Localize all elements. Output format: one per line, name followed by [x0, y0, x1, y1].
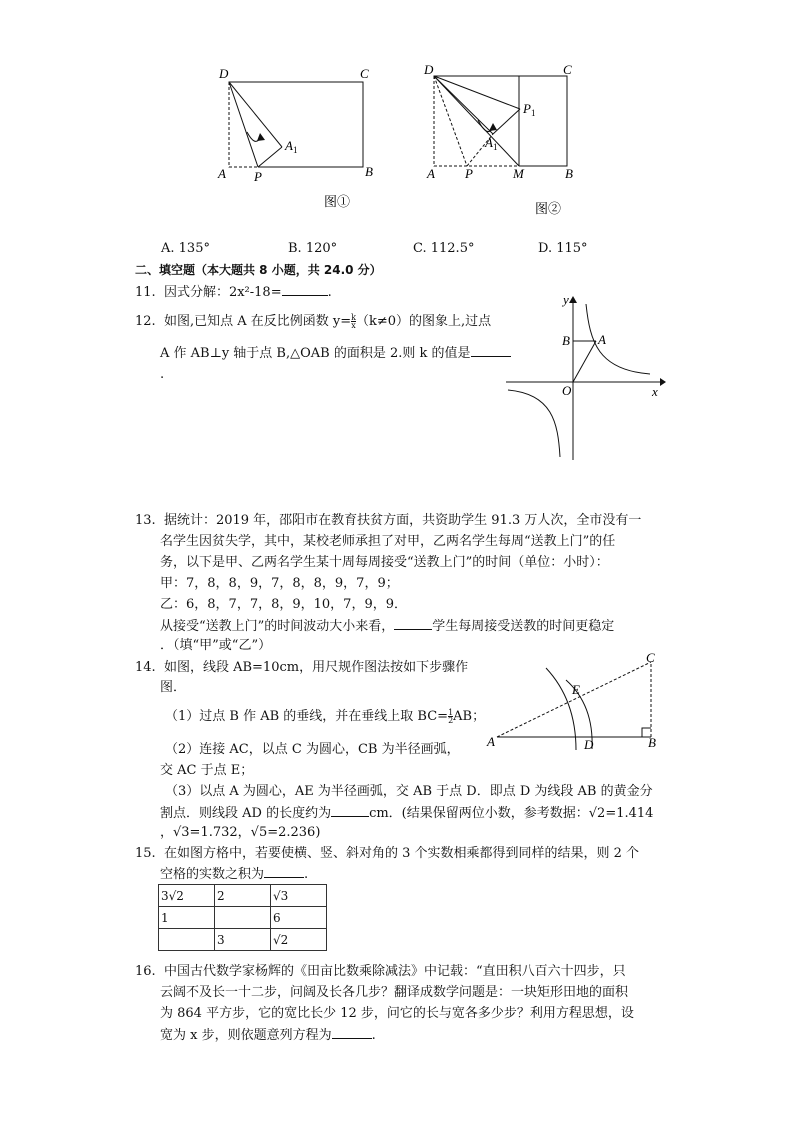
label-a1: $A_1$	[285, 138, 298, 155]
q15-grid: 3√2 2 √3 1 6 3 √2	[158, 884, 327, 951]
figure-2-caption: 图②	[535, 201, 562, 216]
svg-text:A: A	[598, 332, 606, 347]
q14-figure	[484, 650, 664, 754]
figure-1	[210, 62, 385, 222]
svg-text:C: C	[646, 650, 655, 665]
label-d: D	[219, 66, 229, 81]
label-b: B	[365, 164, 373, 179]
svg-text:A1: $A_1$	[485, 135, 498, 152]
option-a: A. 135°	[161, 241, 210, 256]
svg-text:B: B	[562, 333, 570, 348]
svg-text:B: B	[565, 166, 573, 181]
svg-text:D: D	[424, 62, 434, 77]
label-p: P	[254, 169, 262, 184]
svg-text:x: x	[652, 384, 658, 399]
label-a: A	[218, 166, 226, 181]
svg-text:P: P	[465, 166, 473, 181]
option-d: D. 115°	[538, 241, 588, 256]
question-16: 16. 中国古代数学家杨辉的《田亩比数乘除减法》中记载：“直田积八百六十四步，只	[135, 964, 626, 979]
svg-text:O: O	[562, 383, 572, 398]
question-14: 14. 如图，线段 AB=10cm，用尺规作图法按如下步骤作	[135, 660, 469, 675]
option-c: C. 112.5°	[413, 241, 475, 256]
question-12: 12. 如图,已知点 A 在反比例函数 y= $\frac{k}{x}$ （k≠0）的图象上,过点	[135, 313, 492, 330]
svg-text:C: C	[563, 62, 572, 77]
question-11: 11. 因式分解：2x²-18= .	[135, 285, 332, 300]
svg-text:A: A	[427, 166, 435, 181]
label-c: C	[360, 66, 369, 81]
question-12-line2: A 作 AB⊥y 轴于点 B,△OAB 的面积是 2.则 k 的值是	[160, 344, 511, 363]
question-13: 13. 据统计：2019 年，邵阳市在教育扶贫方面，共资助学生 91.3 万人次，全市没有一	[135, 513, 642, 528]
svg-text:D: D	[584, 737, 594, 752]
figure-1-caption: 图①	[324, 194, 351, 209]
svg-text:y: y	[563, 292, 569, 307]
svg-text:A: A	[487, 734, 495, 749]
q12-graph	[500, 292, 670, 462]
figure-2	[415, 62, 590, 222]
question-15: 15. 在如图方格中，若要使横、竖、斜对角的 3 个实数相乘都得到同样的结果，则 2 个	[135, 846, 640, 861]
svg-text:B: B	[648, 735, 656, 750]
svg-text:M: M	[513, 166, 524, 181]
svg-text:P1: $P_1$	[523, 101, 536, 118]
option-b: B. 120°	[288, 241, 338, 256]
section-title: 二、填空题（本大题共 8 小题，共 24.0 分）	[135, 263, 382, 277]
svg-text:E: E	[572, 682, 580, 697]
